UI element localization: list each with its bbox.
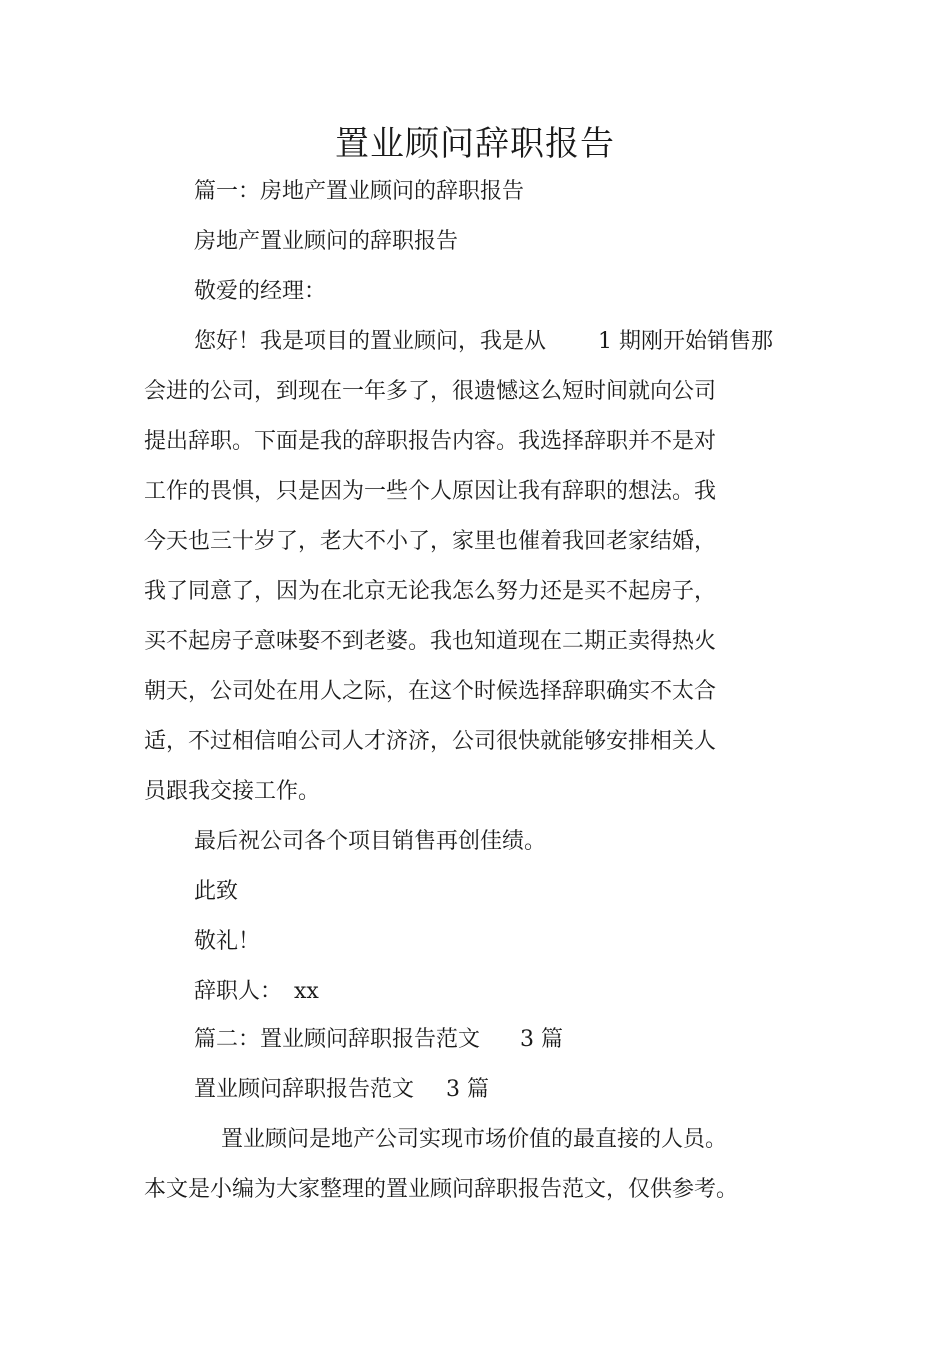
body-line: [144, 777, 320, 807]
body-line-text: 买不起房子意味娶不到老婆。我也知道现在二期正卖得热火: [144, 629, 717, 654]
signature-line: [194, 977, 319, 1007]
subtitle-1-text: 房地产置业顾问的辞职报告: [194, 229, 459, 254]
salutation-text: 敬爱的经理：: [194, 279, 327, 304]
body-line: [144, 727, 716, 757]
subtitle-2: [194, 1075, 489, 1105]
closing-cizhi: [194, 877, 238, 907]
subtitle-2-text: 置业顾问辞职报告范文: [194, 1077, 415, 1102]
body-line-text: 今天也三十岁了，老大不小了，家里也催着我回老家结婚，: [144, 529, 717, 554]
body-line-text: 1 期刚开始销售那: [598, 329, 774, 354]
section-heading-1-text: 篇一：房地产置业顾问的辞职报告: [194, 179, 525, 204]
body-line: [144, 627, 716, 657]
body-line-text: 适，不过相信咱公司人才济济，公司很快就能够安排相关人: [144, 729, 717, 754]
body-line: [144, 427, 716, 457]
closing-wish: [194, 827, 546, 857]
signature-name: xx: [294, 979, 319, 1004]
body-line-text: 会进的公司，到现在一年多了，很遗憾这么短时间就向公司: [144, 379, 717, 404]
body-line: [144, 527, 716, 557]
closing-cizhi-text: 此致: [194, 879, 239, 904]
body-line: [144, 677, 716, 707]
intro-line: [144, 1175, 738, 1205]
body-line-text: 工作的畏惧，只是因为一些个人原因让我有辞职的想法。我: [144, 479, 717, 504]
subtitle-2-count: 3 篇: [446, 1077, 490, 1102]
body-line: [144, 577, 716, 607]
section-heading-2: [194, 1025, 563, 1055]
body-line-text: 员跟我交接工作。: [144, 779, 321, 804]
body-line: [194, 327, 773, 357]
body-line: [144, 377, 716, 407]
subtitle-1: [194, 227, 458, 257]
closing-wish-text: 最后祝公司各个项目销售再创佳绩。: [194, 829, 547, 854]
body-line-text: 朝天，公司处在用人之际，在这个时候选择辞职确实不太合: [144, 679, 717, 704]
intro-line: [221, 1125, 727, 1155]
intro-line-text: 置业顾问是地产公司实现市场价值的最直接的人员。: [221, 1127, 728, 1152]
body-line-text: 提出辞职。下面是我的辞职报告内容。我选择辞职并不是对: [144, 429, 717, 454]
body-line-text: 我了同意了，因为在北京无论我怎么努力还是买不起房子，: [144, 579, 717, 604]
section-heading-1: [194, 177, 524, 207]
document-title: 置业顾问辞职报告: [335, 124, 615, 164]
body-line: [144, 477, 716, 507]
signature-label: 辞职人：: [194, 979, 283, 1004]
closing-jingli-text: 敬礼！: [194, 929, 261, 954]
section-heading-2-count: 3 篇: [520, 1027, 564, 1052]
closing-jingli: [194, 927, 260, 957]
body-line-text: 您好！我是项目的置业顾问，我是从: [194, 329, 547, 354]
intro-line-text: 本文是小编为大家整理的置业顾问辞职报告范文，仅供参考。: [144, 1177, 739, 1202]
section-heading-2-text: 篇二：置业顾问辞职报告范文: [194, 1027, 481, 1052]
salutation: [194, 277, 326, 307]
